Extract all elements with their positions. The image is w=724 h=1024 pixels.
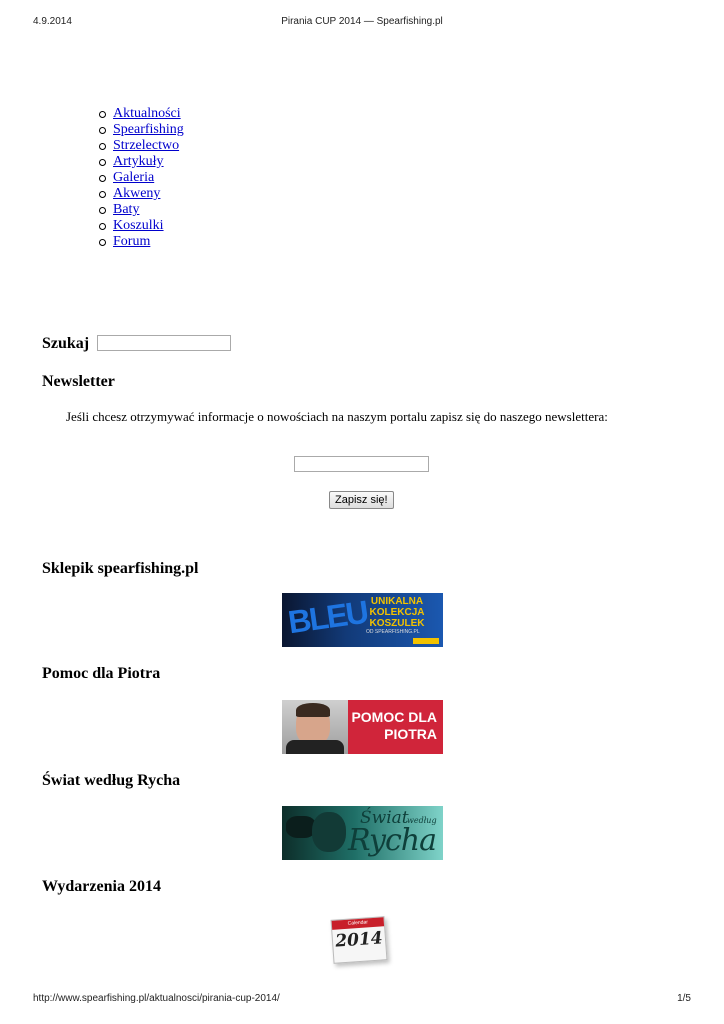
circle-bullet-icon — [99, 143, 106, 150]
circle-bullet-icon — [99, 175, 106, 182]
nav-item-aktualnosci — [97, 106, 184, 122]
shirt — [286, 740, 344, 754]
swiat-banner[interactable] — [282, 806, 443, 860]
print-date: 4.9.2014 — [33, 16, 72, 27]
wydarzenia-heading: Wydarzenia 2014 — [42, 878, 161, 895]
pomoc-banner-photo — [282, 700, 348, 754]
calendar-icon[interactable] — [328, 916, 388, 964]
nav-item-artykuly — [97, 154, 184, 170]
sklepik-banner-line1: UNIKALNA — [370, 596, 424, 607]
nav-item-spearfishing — [97, 122, 184, 138]
pomoc-banner-line2: PIOTRA — [384, 726, 437, 742]
nav-item-strzelectwo — [97, 138, 184, 154]
print-page-title: Pirania CUP 2014 — Spearfishing.pl — [281, 16, 443, 27]
sklepik-banner[interactable] — [282, 593, 443, 647]
sklepik-banner-line2: KOLEKCJA — [369, 607, 425, 618]
pomoc-banner[interactable] — [282, 700, 443, 754]
search-input[interactable] — [97, 335, 231, 351]
nav-item-akweny — [97, 186, 184, 202]
circle-bullet-icon — [99, 207, 106, 214]
bleu-logo: BLEU — [285, 593, 370, 641]
pomoc-banner-text — [348, 700, 443, 754]
nav-link-spearfishing[interactable]: Spearfishing — [113, 122, 184, 137]
nav-link-baty[interactable]: Baty — [113, 202, 140, 217]
main-nav — [97, 106, 184, 250]
nav-link-artykuly[interactable]: Artykuły — [113, 154, 164, 169]
nav-link-strzelectwo[interactable]: Strzelectwo — [113, 138, 180, 153]
subscribe-button[interactable]: Zapisz się! — [329, 491, 394, 509]
circle-bullet-icon — [99, 223, 106, 230]
sklepik-banner-text — [354, 596, 440, 629]
circle-bullet-icon — [99, 191, 106, 198]
circle-bullet-icon — [99, 239, 106, 246]
nav-link-galeria[interactable]: Galeria — [113, 170, 155, 185]
pomoc-banner-line1: POMOC DLA — [351, 709, 437, 725]
swiat-banner-word1: Świat — [360, 808, 409, 828]
hair — [296, 703, 330, 717]
sklepik-banner-tag — [413, 638, 439, 644]
nav-link-aktualnosci[interactable]: Aktualności — [113, 106, 181, 121]
circle-bullet-icon — [99, 159, 106, 166]
calendar-page — [331, 916, 388, 964]
nav-link-forum[interactable]: Forum — [113, 234, 151, 249]
circle-bullet-icon — [99, 127, 106, 134]
newsletter-description: Jeśli chcesz otrzymywać informacje o nowościach na naszym portalu zapisz się do naszego newslettera: — [66, 409, 608, 424]
calendar-year: 2014 — [334, 928, 384, 952]
sklepik-banner-subline: OD SPEARFISHING.PL — [366, 629, 420, 635]
swiat-heading: Świat według Rycha — [42, 772, 181, 789]
nav-item-galeria — [97, 170, 184, 186]
nav-item-koszulki — [97, 218, 184, 234]
nav-item-forum — [97, 234, 184, 250]
newsletter-email-input[interactable] — [294, 456, 429, 472]
print-page-number: 1/5 — [677, 993, 691, 1004]
search-label: Szukaj — [42, 335, 90, 352]
swiat-banner-word3: Rycha — [348, 823, 437, 858]
swiat-banner-word2: według — [407, 816, 437, 825]
newsletter-heading: Newsletter — [42, 373, 115, 390]
print-url: http://www.spearfishing.pl/aktualnosci/pirania-cup-2014/ — [33, 993, 280, 1004]
sklepik-banner-line3: KOSZULEK — [369, 618, 425, 629]
nav-link-koszulki[interactable]: Koszulki — [113, 218, 164, 233]
circle-bullet-icon — [99, 111, 106, 118]
sklepik-heading: Sklepik spearfishing.pl — [42, 560, 199, 577]
nav-link-akweny[interactable]: Akweny — [113, 186, 161, 201]
nav-item-baty — [97, 202, 184, 218]
diver-image — [312, 812, 346, 852]
pomoc-heading: Pomoc dla Piotra — [42, 665, 161, 682]
calendar-strip: Calendar — [332, 917, 385, 930]
